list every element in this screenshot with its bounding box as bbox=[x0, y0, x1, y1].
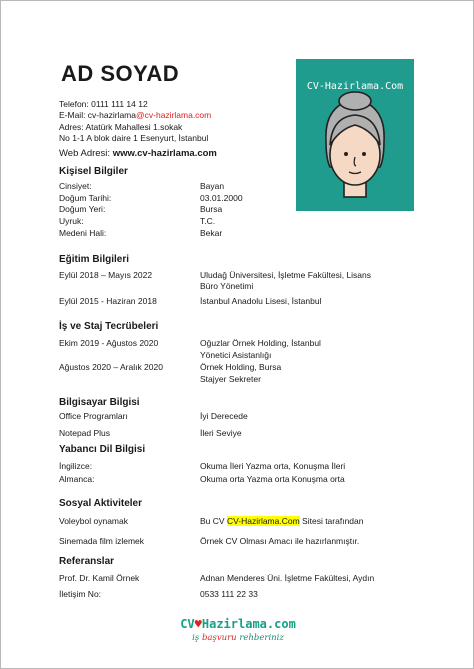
personal-label: Doğum Yeri: bbox=[59, 204, 106, 214]
footer-logo bbox=[1, 617, 474, 631]
logo-heart-icon: ♥ bbox=[194, 617, 202, 631]
personal-label: Cinsiyet: bbox=[59, 181, 92, 191]
experience-role: Yönetici Asistanlığı bbox=[200, 350, 272, 360]
language-level: Okuma orta Yazma orta Konuşma orta bbox=[200, 474, 345, 484]
web-label: Web Adresi: bbox=[59, 148, 113, 159]
reference-name: Prof. Dr. Kamil Örnek bbox=[59, 573, 140, 583]
reference-phone: 0533 111 22 33 bbox=[200, 589, 258, 599]
education-school: Uludağ Üniversitesi, İşletme Fakültesi, Lisans bbox=[200, 270, 372, 280]
section-references-title: Referanslar bbox=[59, 556, 115, 567]
personal-label: Doğum Tarihi: bbox=[59, 193, 112, 203]
email-domain[interactable]: cv-hazirlama.com bbox=[144, 110, 212, 120]
profile-photo bbox=[296, 59, 414, 211]
contact-email bbox=[59, 110, 211, 121]
highlighted-site-name: CV-Hazirlama.Com bbox=[226, 516, 300, 526]
social-note-post: Sitesi tarafından bbox=[299, 516, 364, 526]
reference-institution: Adnan Menderes Üni. İşletme Fakültesi, Aydın bbox=[200, 573, 375, 583]
web-link[interactable]: www.cv-hazirlama.com bbox=[112, 148, 217, 159]
experience-role: Stajyer Sekreter bbox=[200, 374, 261, 384]
social-activity: Sinemada film izlemek bbox=[59, 536, 145, 546]
contact-web bbox=[59, 148, 217, 159]
social-note: Örnek CV Olması Amacı ile hazırlanmıştır. bbox=[200, 536, 360, 546]
experience-period: Ekim 2019 - Ağustos 2020 bbox=[59, 338, 159, 348]
logo-cv: CV bbox=[180, 617, 195, 631]
computer-skill: Notepad Plus bbox=[59, 428, 111, 438]
education-department: Büro Yönetimi bbox=[200, 281, 254, 291]
education-school: İstanbul Anadolu Lisesi, İstanbul bbox=[200, 296, 322, 306]
personal-value: Bursa bbox=[200, 204, 223, 214]
cv-name: AD SOYAD bbox=[61, 61, 180, 86]
social-activity: Voleybol oynamak bbox=[59, 516, 128, 526]
experience-company: Oğuzlar Örnek Holding, İstanbul bbox=[200, 338, 321, 348]
social-note bbox=[200, 516, 363, 526]
experience-period: Ağustos 2020 – Aralık 2020 bbox=[59, 362, 163, 372]
section-education-title: Eğitim Bilgileri bbox=[59, 254, 130, 265]
personal-value: Bekar bbox=[200, 228, 223, 238]
social-note-pre: Bu CV bbox=[200, 516, 227, 526]
computer-skill: Office Programları bbox=[59, 411, 128, 421]
tagline-word-3: rehberiniz bbox=[239, 633, 284, 643]
email-at: @ bbox=[136, 110, 145, 120]
woman-avatar-icon bbox=[296, 59, 414, 211]
language-name: Almanca: bbox=[59, 474, 95, 484]
footer-tagline bbox=[1, 633, 474, 643]
contact-phone: Telefon: 0111 111 14 12 bbox=[59, 99, 148, 109]
computer-level: İyi Derecede bbox=[200, 411, 248, 421]
reference-contact-label: İletişim No: bbox=[59, 589, 102, 599]
computer-level: İleri Seviye bbox=[200, 428, 242, 438]
personal-label: Uyruk: bbox=[59, 216, 84, 226]
experience-company: Örnek Holding, Bursa bbox=[200, 362, 282, 372]
education-period: Eylül 2018 – Mayıs 2022 bbox=[59, 270, 153, 280]
section-languages-title: Yabancı Dil Bilgisi bbox=[59, 444, 146, 455]
section-social-title: Sosyal Aktiviteler bbox=[59, 498, 143, 509]
personal-value: T.C. bbox=[200, 216, 216, 226]
contact-address-1: Adres: Atatürk Mahallesi 1.sokak bbox=[59, 122, 183, 132]
education-period: Eylül 2015 - Haziran 2018 bbox=[59, 296, 157, 306]
personal-value: 03.01.2000 bbox=[200, 193, 243, 203]
section-personal-title: Kişisel Bilgiler bbox=[59, 166, 128, 177]
tagline-word-2: başvuru bbox=[199, 633, 240, 643]
language-level: Okuma İleri Yazma orta, Konuşma İleri bbox=[200, 461, 346, 471]
logo-site: Hazirlama.com bbox=[201, 617, 296, 631]
contact-address-2: No 1-1 A blok daire 1 Esenyurt, İstanbul bbox=[59, 133, 209, 143]
tagline-word-1: iş bbox=[192, 633, 200, 643]
photo-title: CV-Hazirlama.Com bbox=[306, 81, 404, 92]
section-computer-title: Bilgisayar Bilgisi bbox=[59, 397, 140, 408]
section-experience-title: İş ve Staj Tecrübeleri bbox=[59, 321, 159, 332]
language-name: İngilizce: bbox=[59, 461, 93, 471]
personal-label: Medeni Hali: bbox=[59, 228, 107, 238]
email-user: E-Mail: cv-hazirlama bbox=[59, 110, 136, 120]
personal-value: Bayan bbox=[200, 181, 225, 191]
